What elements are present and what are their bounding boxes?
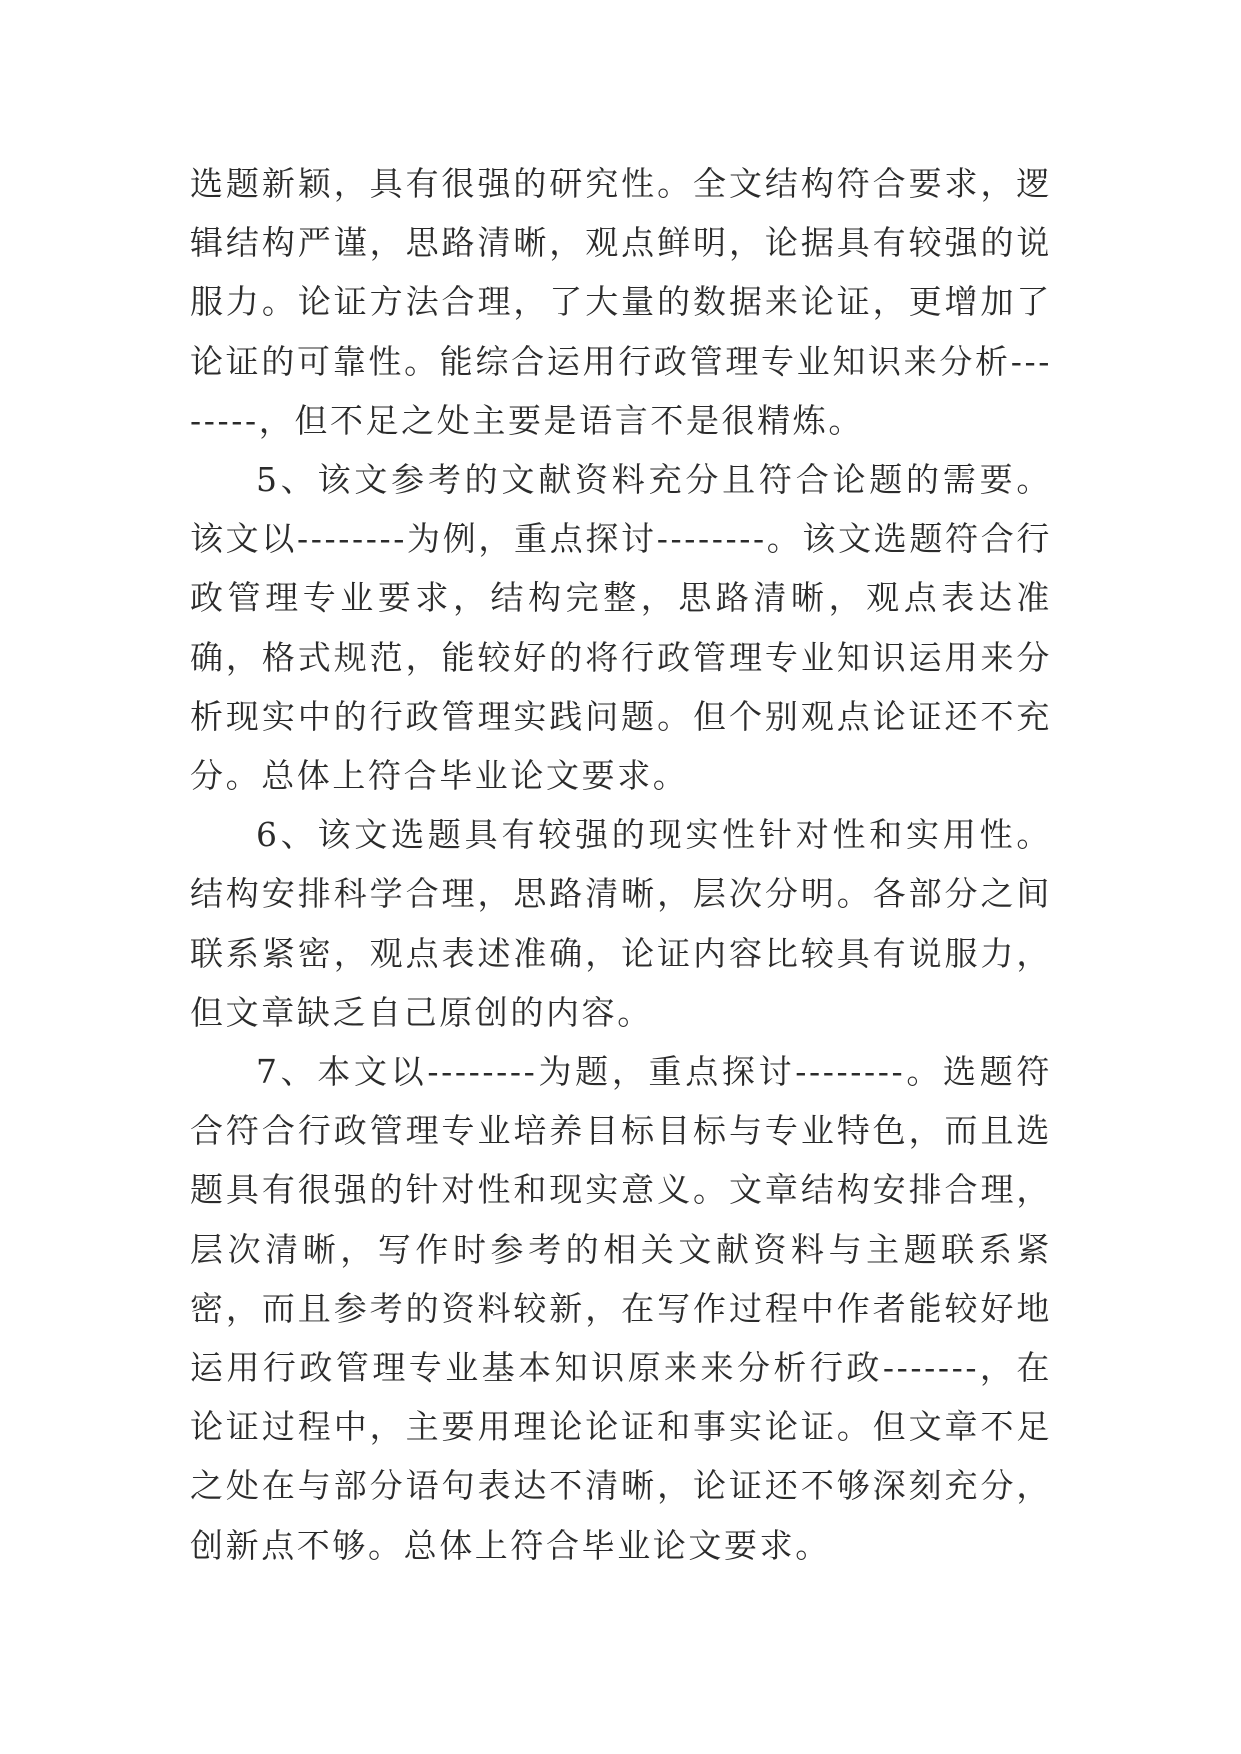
document-body — [190, 154, 1052, 1575]
paragraph-item-6: 6、该文选题具有较强的现实性针对性和实用性。结构安排科学合理，思路清晰，层次分明。各部分之间联系紧密，观点表述准确，论证内容比较具有说服力，但文章缺乏自己原创的内容。 — [190, 815, 1052, 1032]
paragraph-intro-continuation: 选题新颖，具有很强的研究性。全文结构符合要求，逻辑结构严谨，思路清晰，观点鲜明，论据具有较强的说服力。论证方法合理，了大量的数据来论证，更增加了论证的可靠性。能综合运用行政管理专业知识来分析--------，但不足之处主要是语言不是很精炼。 — [190, 164, 1052, 440]
paragraph-item-7: 7、本文以--------为题，重点探讨--------。选题符合符合行政管理专业培养目标目标与专业特色，而且选题具有很强的针对性和现实意义。文章结构安排合理，层次清晰，写作时参考的相关文献资料与主题联系紧密，而且参考的资料较新，在写作过程中作者能较好地运用行政管理专业基本知识原来来分析行政-------，在论证过程中，主要用理论论证和事实论证。但文章不足之处在与部分语句表达不清晰，论证还不够深刻充分，创新点不够。总体上符合毕业论文要求。 — [190, 1052, 1052, 1565]
paragraph-item-5: 5、该文参考的文献资料充分且符合论题的需要。该文以--------为例，重点探讨--------。该文选题符合行政管理专业要求，结构完整，思路清晰，观点表达准确，格式规范，能较好的将行政管理专业知识运用来分析现实中的行政管理实践问题。但个别观点论证还不充分。总体上符合毕业论文要求。 — [190, 460, 1052, 796]
